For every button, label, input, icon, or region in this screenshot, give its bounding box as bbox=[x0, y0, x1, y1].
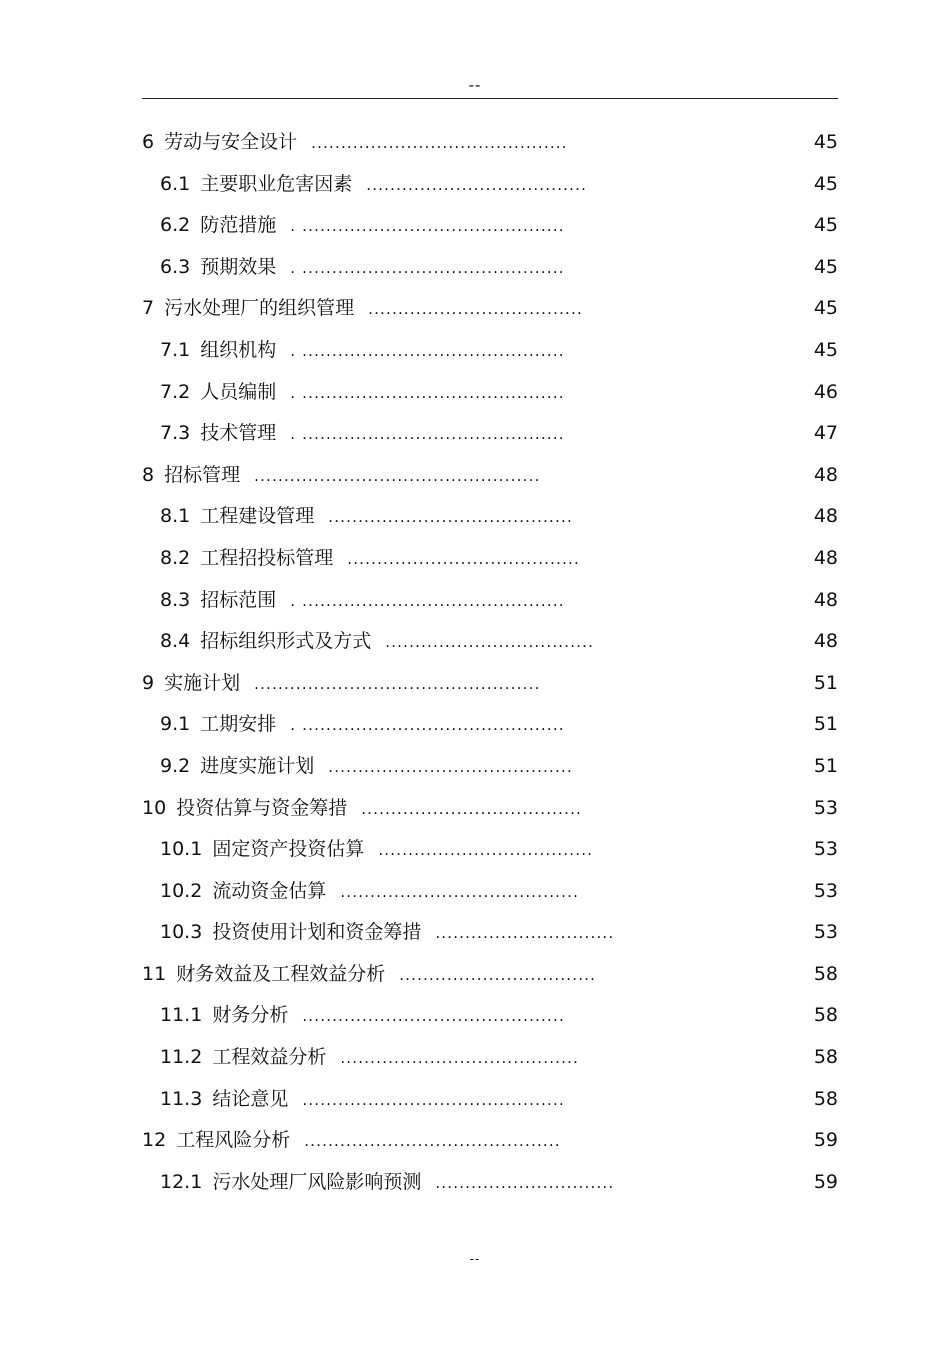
toc-page-number: 58 bbox=[813, 1004, 838, 1027]
toc-entry-text bbox=[142, 788, 582, 831]
toc-entry-text bbox=[142, 372, 565, 415]
toc-entry-text bbox=[142, 330, 565, 373]
toc-entry-text bbox=[142, 663, 541, 706]
toc-page-number: 48 bbox=[813, 588, 838, 611]
toc-entry-title: 财务效益及工程效益分析 bbox=[176, 962, 386, 985]
toc-section-entry[interactable] bbox=[142, 330, 838, 372]
toc-section-entry[interactable] bbox=[142, 829, 838, 871]
toc-dot-leader: . ............................................ bbox=[290, 217, 565, 236]
toc-entry-number: 9.2 bbox=[160, 754, 191, 777]
toc-entry-title: 固定资产投资估算 bbox=[212, 838, 365, 861]
toc-entry-title: 主要职业危害因素 bbox=[200, 172, 353, 195]
toc-dot-leader: ....................................... bbox=[347, 549, 580, 568]
toc-entry-number: 8.2 bbox=[160, 546, 191, 569]
toc-chapter-entry[interactable] bbox=[142, 455, 838, 497]
toc-page-number: 51 bbox=[813, 713, 838, 736]
toc-entry-text bbox=[142, 1120, 561, 1163]
toc-section-entry[interactable] bbox=[142, 1037, 838, 1079]
toc-entry-title: 预期效果 bbox=[200, 255, 277, 278]
toc-entry-title: 投资使用计划和资金筹措 bbox=[212, 921, 422, 944]
toc-entry-title: 组织机构 bbox=[200, 338, 277, 361]
toc-entry-text bbox=[142, 205, 565, 248]
toc-entry-number: 6.3 bbox=[160, 255, 191, 278]
toc-entry-title: 实施计划 bbox=[164, 671, 241, 694]
toc-entry-title: 技术管理 bbox=[200, 422, 277, 445]
toc-entry-title: 财务分析 bbox=[212, 1004, 289, 1027]
toc-page-number: 58 bbox=[813, 1046, 838, 1069]
toc-dot-leader: .............................. bbox=[435, 1173, 615, 1192]
toc-section-entry[interactable] bbox=[142, 496, 838, 538]
toc-chapter-entry[interactable] bbox=[142, 663, 838, 705]
toc-entry-title: 防范措施 bbox=[200, 214, 277, 237]
toc-dot-leader: . ............................................ bbox=[290, 716, 565, 735]
toc-page-number: 48 bbox=[813, 463, 838, 486]
toc-entry-number: 9 bbox=[142, 671, 155, 694]
toc-entry-text bbox=[142, 122, 568, 165]
toc-page-number: 48 bbox=[813, 630, 838, 653]
toc-page-number: 46 bbox=[813, 380, 838, 403]
page-footer-mark: -- bbox=[469, 1252, 481, 1266]
toc-entry-text bbox=[142, 871, 579, 914]
toc-page-number: 58 bbox=[813, 962, 838, 985]
toc-section-entry[interactable] bbox=[142, 538, 838, 580]
toc-dot-leader: ........................................... bbox=[311, 134, 568, 152]
toc-entry-text bbox=[142, 538, 580, 581]
toc-section-entry[interactable] bbox=[142, 1162, 838, 1204]
toc-page-number: 58 bbox=[813, 1087, 838, 1110]
toc-page-number: 53 bbox=[813, 796, 838, 819]
toc-entry-text bbox=[142, 704, 565, 747]
toc-dot-leader: ......................................... bbox=[328, 508, 573, 527]
toc-chapter-entry[interactable] bbox=[142, 1120, 838, 1162]
toc-dot-leader: .................................... bbox=[368, 300, 583, 319]
toc-entry-title: 流动资金估算 bbox=[212, 879, 327, 902]
toc-section-entry[interactable] bbox=[142, 871, 838, 913]
header-rule bbox=[142, 98, 838, 99]
toc-page-number: 47 bbox=[813, 422, 838, 445]
toc-dot-leader: ......................................... bbox=[328, 757, 573, 776]
toc-page-number: 45 bbox=[813, 214, 838, 237]
toc-entry-number: 10.1 bbox=[160, 838, 203, 861]
toc-dot-leader: ........................................ bbox=[340, 882, 580, 901]
toc-entry-number: 8.4 bbox=[160, 630, 191, 653]
toc-entry-text bbox=[142, 1079, 565, 1122]
toc-dot-leader: ................................... bbox=[385, 633, 595, 652]
toc-section-entry[interactable] bbox=[142, 372, 838, 414]
toc-entry-text bbox=[142, 288, 583, 331]
toc-entry-number: 6.2 bbox=[160, 214, 191, 237]
toc-entry-text bbox=[142, 912, 614, 955]
toc-page-number: 59 bbox=[813, 1129, 838, 1152]
toc-page-number: 45 bbox=[813, 255, 838, 278]
toc-page-number: 45 bbox=[813, 338, 838, 361]
toc-page-number: 45 bbox=[813, 131, 838, 153]
toc-entry-text bbox=[142, 580, 565, 623]
toc-entry-number: 12 bbox=[142, 1129, 167, 1152]
toc-dot-leader: . ............................................ bbox=[290, 258, 565, 277]
toc-entry-text bbox=[142, 496, 573, 539]
toc-entry-number: 6.1 bbox=[160, 172, 191, 195]
toc-entry-title: 工程风险分析 bbox=[176, 1129, 291, 1152]
toc-entry-number: 7.2 bbox=[160, 380, 191, 403]
toc-entry-number: 8.1 bbox=[160, 505, 191, 528]
toc-entry-title: 工程效益分析 bbox=[212, 1046, 327, 1069]
toc-chapter-entry[interactable] bbox=[142, 788, 838, 830]
toc-section-entry[interactable] bbox=[142, 746, 838, 788]
toc-section-entry[interactable] bbox=[142, 995, 838, 1037]
toc-entry-number: 9.1 bbox=[160, 713, 191, 736]
toc-chapter-entry[interactable] bbox=[142, 122, 838, 164]
toc-entry-number: 8 bbox=[142, 463, 155, 486]
toc-dot-leader: .............................. bbox=[435, 924, 615, 943]
toc-entry-text bbox=[142, 746, 573, 789]
toc-entry-number: 10 bbox=[142, 796, 167, 819]
toc-entry-number: 11 bbox=[142, 962, 167, 985]
toc-entry-title: 投资估算与资金筹措 bbox=[176, 796, 348, 819]
toc-entry-number: 10.3 bbox=[160, 921, 203, 944]
toc-page-number: 45 bbox=[813, 297, 838, 320]
toc-chapter-entry[interactable] bbox=[142, 288, 838, 330]
toc-entry-number: 11.1 bbox=[160, 1004, 203, 1027]
toc-page-number: 51 bbox=[813, 671, 838, 694]
toc-dot-leader: . ............................................ bbox=[290, 341, 565, 360]
toc-entry-text bbox=[142, 621, 594, 664]
toc-section-entry[interactable] bbox=[142, 205, 838, 247]
toc-page-number: 48 bbox=[813, 505, 838, 528]
toc-entry-title: 招标管理 bbox=[164, 463, 241, 486]
toc-dot-leader: ............................................ bbox=[302, 1090, 565, 1109]
toc-entry-number: 7 bbox=[142, 297, 155, 320]
toc-section-entry[interactable] bbox=[142, 413, 838, 455]
toc-entry-number: 10.2 bbox=[160, 879, 203, 902]
toc-entry-text bbox=[142, 455, 541, 498]
toc-entry-title: 招标范围 bbox=[200, 588, 277, 611]
toc-dot-leader: ........................................ bbox=[340, 1049, 580, 1068]
toc-entry-number: 7.1 bbox=[160, 338, 191, 361]
toc-entry-text bbox=[142, 1037, 579, 1080]
toc-section-entry[interactable] bbox=[142, 704, 838, 746]
toc-entry-title: 人员编制 bbox=[200, 380, 277, 403]
toc-entry-text bbox=[142, 413, 565, 456]
toc-dot-leader: . ............................................ bbox=[290, 591, 565, 610]
toc-page-number: 53 bbox=[813, 921, 838, 944]
toc-entry-title: 污水处理厂风险影响预测 bbox=[212, 1170, 422, 1193]
toc-entry-text bbox=[142, 247, 565, 290]
toc-entry-title: 工程招投标管理 bbox=[200, 546, 334, 569]
toc-dot-leader: ..................................... bbox=[366, 175, 588, 194]
toc-dot-leader: . ............................................ bbox=[290, 425, 565, 444]
page-header-mark: -- bbox=[468, 76, 482, 94]
toc-entry-title: 结论意见 bbox=[212, 1087, 289, 1110]
toc-entry-number: 12.1 bbox=[160, 1170, 203, 1193]
toc-section-entry[interactable] bbox=[142, 580, 838, 622]
toc-dot-leader: ........................................... bbox=[304, 1132, 561, 1151]
toc-entry-title: 劳动与安全设计 bbox=[164, 131, 298, 153]
toc-dot-leader: ............................................ bbox=[302, 1007, 565, 1026]
toc-entry-title: 进度实施计划 bbox=[200, 754, 315, 777]
toc-section-entry[interactable] bbox=[142, 247, 838, 289]
toc-entry-title: 工期安排 bbox=[200, 713, 277, 736]
toc-page-number: 53 bbox=[813, 879, 838, 902]
toc-page-number: 45 bbox=[813, 172, 838, 195]
toc-chapter-entry[interactable] bbox=[142, 954, 838, 996]
toc-entry-text bbox=[142, 954, 596, 997]
toc-section-entry[interactable] bbox=[142, 1079, 838, 1121]
toc-dot-leader: ..................................... bbox=[361, 799, 583, 818]
toc-entry-text bbox=[142, 164, 587, 207]
toc-section-entry[interactable] bbox=[142, 164, 838, 206]
toc-section-entry[interactable] bbox=[142, 912, 838, 954]
table-of-contents bbox=[142, 122, 838, 1203]
toc-page-number: 48 bbox=[813, 546, 838, 569]
toc-dot-leader: . ............................................ bbox=[290, 383, 565, 402]
toc-dot-leader: ................................................ bbox=[254, 674, 541, 693]
toc-page-number: 59 bbox=[813, 1170, 838, 1193]
toc-page-number: 53 bbox=[813, 838, 838, 861]
toc-page-number: 51 bbox=[813, 754, 838, 777]
toc-entry-number: 11.2 bbox=[160, 1046, 203, 1069]
toc-dot-leader: ................................. bbox=[399, 965, 597, 984]
toc-entry-text bbox=[142, 1162, 614, 1205]
toc-entry-number: 7.3 bbox=[160, 422, 191, 445]
toc-entry-text bbox=[142, 829, 593, 872]
toc-entry-number: 6 bbox=[142, 131, 155, 153]
toc-dot-leader: .................................... bbox=[378, 841, 594, 860]
toc-entry-text bbox=[142, 995, 565, 1038]
toc-entry-title: 工程建设管理 bbox=[200, 505, 315, 528]
toc-entry-number: 8.3 bbox=[160, 588, 191, 611]
toc-entry-title: 招标组织形式及方式 bbox=[200, 630, 372, 653]
toc-section-entry[interactable] bbox=[142, 621, 838, 663]
toc-entry-title: 污水处理厂的组织管理 bbox=[164, 297, 355, 320]
toc-dot-leader: ................................................ bbox=[254, 466, 541, 485]
toc-entry-number: 11.3 bbox=[160, 1087, 203, 1110]
